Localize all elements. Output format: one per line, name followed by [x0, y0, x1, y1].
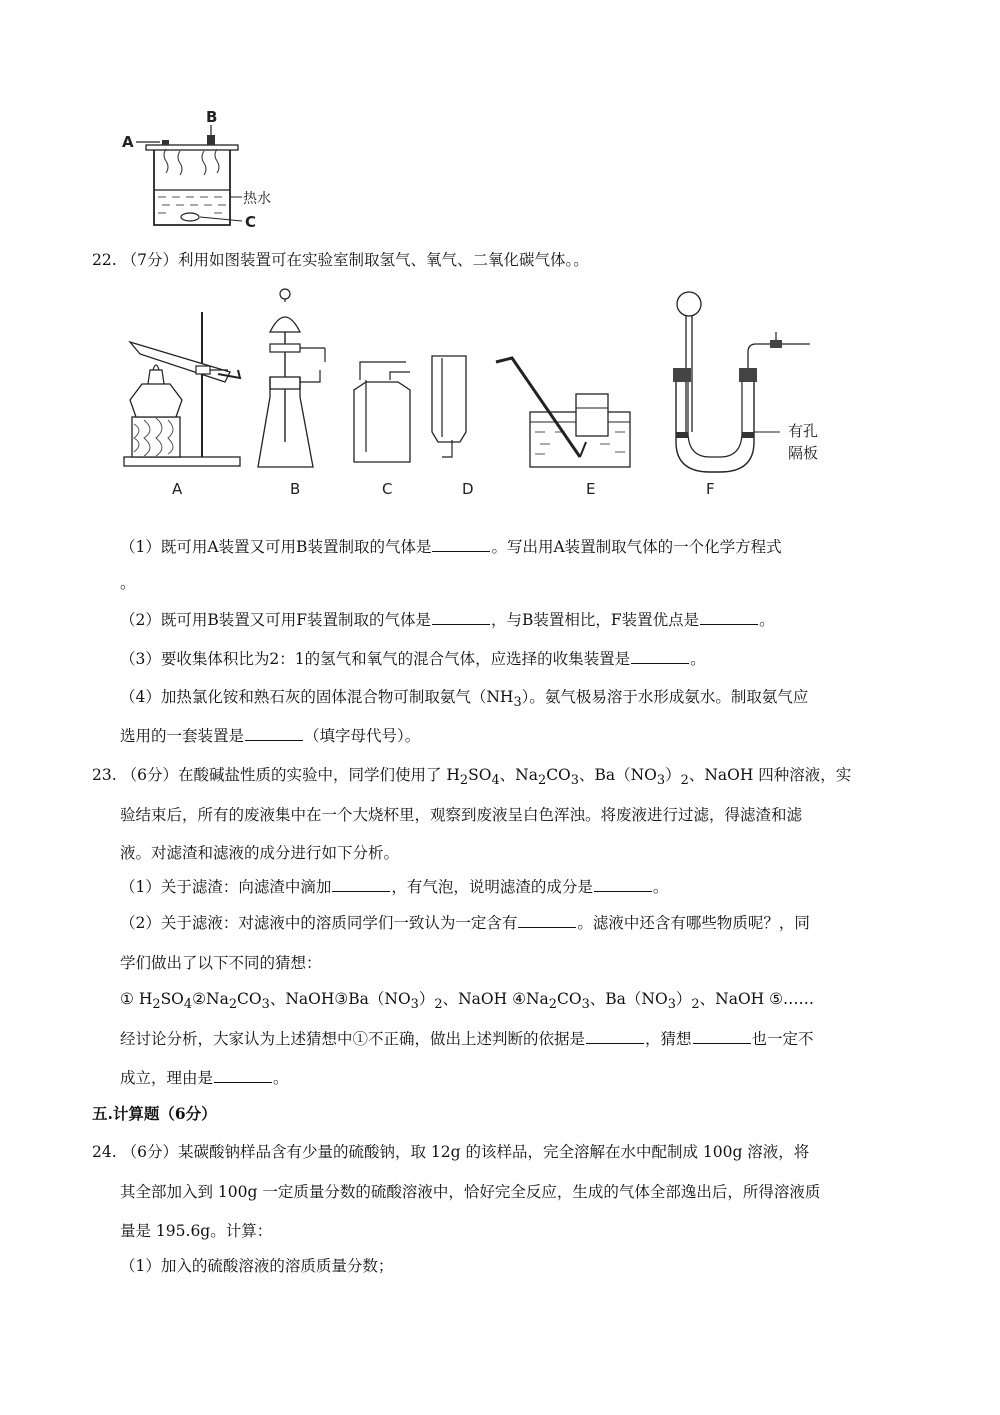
section-calculation-title: 五.计算题（6分）: [92, 1104, 217, 1123]
apparatus-a: [124, 312, 240, 466]
q22-part4: （4）加热氯化铵和熟石灰的固体混合物可制取氨气$(NH_3)$。氨气极易溶于水形成氨水。制取氨气应: [120, 688, 809, 711]
q22-intro: 22. （7分）利用如图装置可在实验室制取氢气、氧气、二氧化碳气体。。: [92, 251, 589, 269]
q23-line2: 验结束后，所有的废液集中在一个大烧杯里，观察到废液呈白色浑浊。将废液进行过滤，得滤渣和滤: [120, 806, 803, 824]
q22-part4-cont: 选用的一套装置是 （填字母代号）。: [120, 727, 421, 745]
q23-discussion-cont: 成立，理由是 。: [120, 1069, 289, 1087]
apparatus-label-a: A: [172, 480, 183, 498]
fig21-label-c: C: [245, 213, 257, 231]
fig21-label-water: 热水: [243, 191, 271, 207]
apparatus-label-e: E: [586, 480, 596, 498]
apparatus-label-c: C: [382, 480, 393, 498]
f-note-line2: 隔板: [788, 444, 819, 462]
q23-line3: 液。对滤渣和滤液的成分进行如下分析。: [120, 844, 400, 862]
apparatus-f: [673, 292, 818, 472]
apparatus-label-b: B: [290, 480, 301, 498]
q23-discussion: 经讨论分析，大家认为上述猜想中①不正确，做出上述判断的依据是 ，猜想 也一定不: [120, 1030, 814, 1048]
q24-line2: 其全部加入到 100g 一定质量分数的硫酸溶液中，恰好完全反应，生成的气体全部逸出后，所得溶液质: [120, 1183, 821, 1201]
apparatus-d: [432, 356, 466, 457]
q24-part1: （1）加入的硫酸溶液的溶质质量分数；: [120, 1257, 394, 1275]
q22-part1: （1）既可用A装置又可用B装置制取的气体是 。写出用A装置制取气体的一个化学方程式: [120, 538, 782, 556]
q22-part3: （3）要收集体积比为2：1的氢气和氧气的混合气体，应选择的收集装置是 。: [120, 650, 706, 668]
q23-part1: （1）关于滤渣：向滤渣中滴加 ，有气泡，说明滤渣的成分是 。: [120, 878, 669, 896]
q23-part2: （2）关于滤液：对滤液中的溶质同学们一致认为一定含有 。滤液中还含有哪些物质呢？，同: [120, 914, 810, 932]
apparatus-label-f: F: [706, 480, 715, 498]
q24-line3: 量是 195.6g。计算：: [120, 1222, 273, 1240]
fig21-label-a: A: [122, 133, 134, 151]
apparatus-c: [354, 362, 410, 462]
q22-part1-end: 。: [120, 574, 136, 592]
f-note-line1: 有孔: [788, 422, 819, 440]
q23-part2-cont: 学们做出了以下不同的猜想：: [120, 954, 322, 972]
q23-guesses: ① $H_2SO_4②Na_2CO_3$、$NaOH③Ba(NO_3)_2$、NaOH $④Na_2CO_3$、$Ba(NO_3)_2$、NaOH ⑤……: [120, 990, 814, 1013]
apparatus-figure: [120, 282, 820, 502]
q24-line1: 24. （6分）某碳酸钠样品含有少量的硫酸钠，取 12g 的该样品，完全溶解在水中配制成 100g 溶液，将: [92, 1143, 810, 1161]
fig21-label-b: B: [206, 108, 218, 126]
apparatus-e: [496, 358, 630, 467]
apparatus-b: [258, 289, 325, 467]
hot-water-beaker-figure: [118, 105, 278, 235]
q23-line1: 23. （6分）在酸碱盐性质的实验中，同学们使用了 $H_2SO_4$、$Na_2CO_3$、$Ba(NO_3)_2$、NaOH 四种溶液，实: [92, 766, 852, 789]
q22-part2: （2）既可用B装置又可用F装置制取的气体是 ，与B装置相比，F装置优点是 。: [120, 611, 775, 629]
apparatus-label-d: D: [462, 480, 474, 498]
